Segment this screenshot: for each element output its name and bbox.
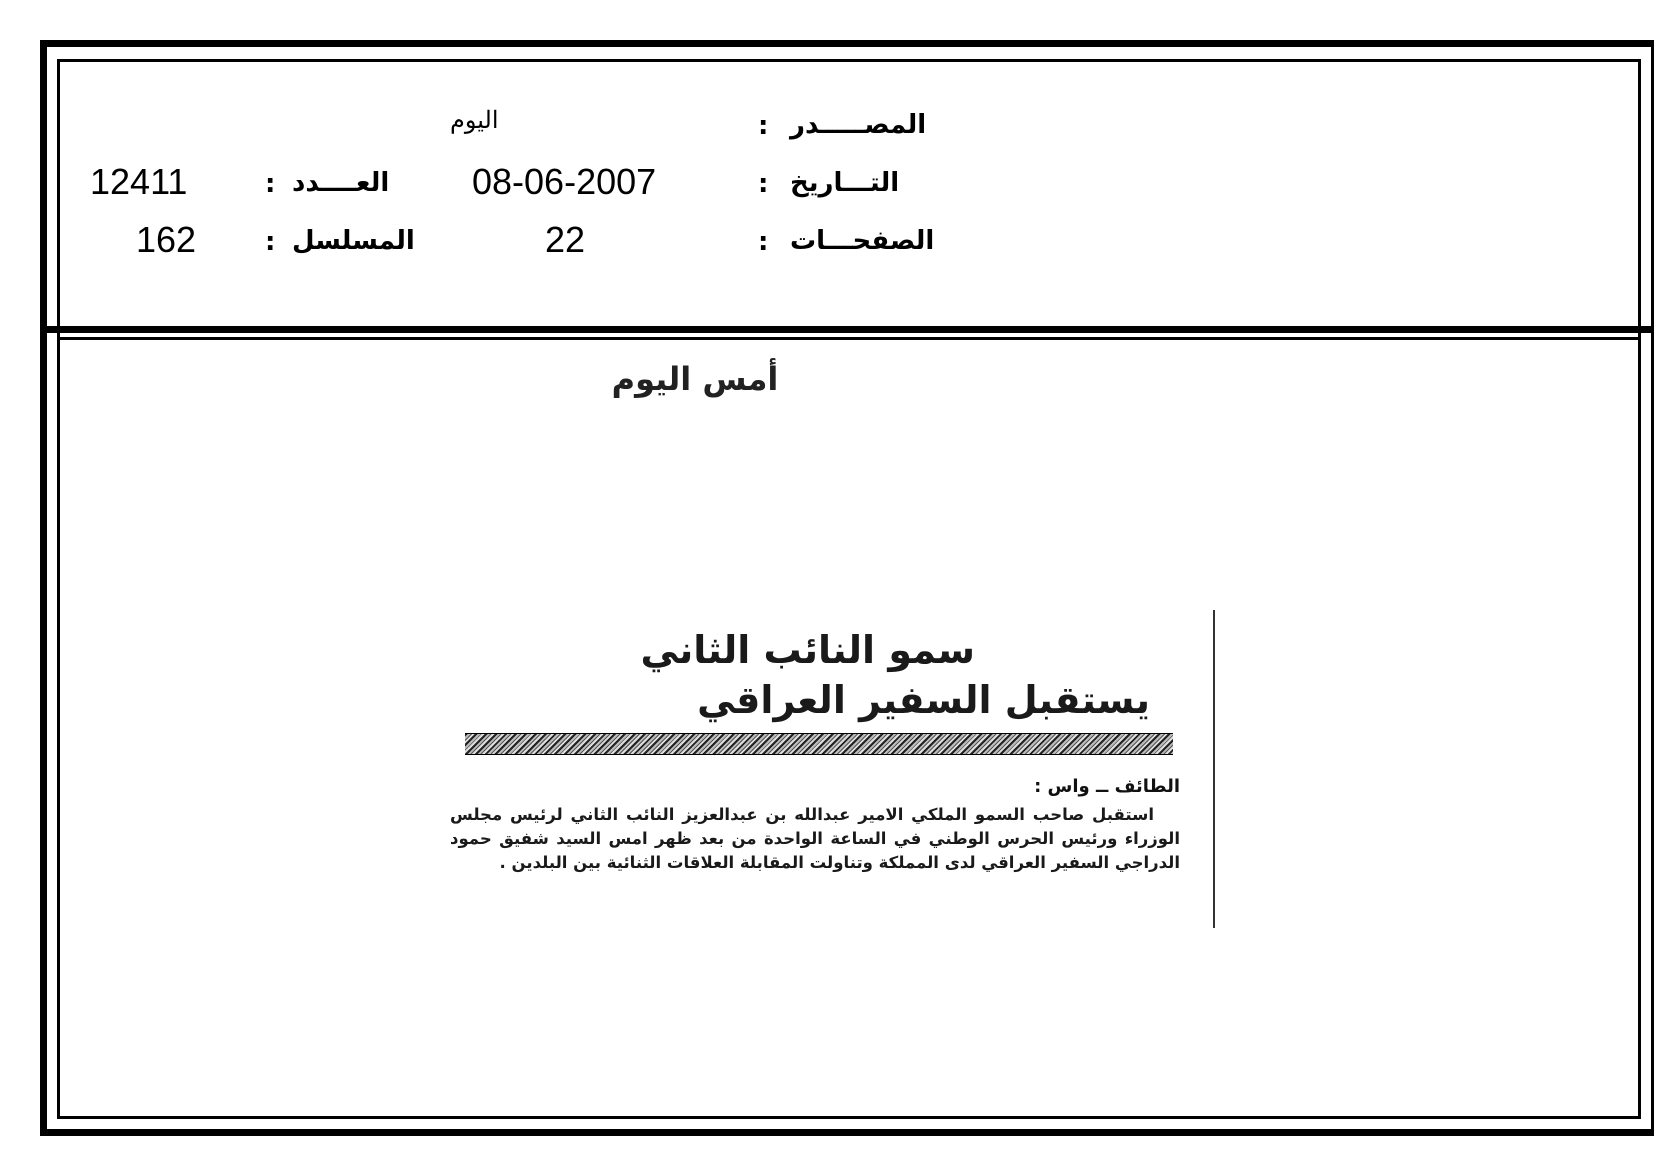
source-label: المصـــــدر xyxy=(790,110,927,140)
pages-colon: : xyxy=(758,227,769,257)
date-label: التـــاريخ xyxy=(790,168,900,198)
serial-colon: : xyxy=(265,227,276,257)
clipping-column-rule xyxy=(1213,610,1215,928)
article-body: استقبل صاحب السمو الملكي الامير عبدالله بن عبدالعزيز النائب الثاني لرئيس مجلس الوزراء ورئيس الحرس الوطني في الساعة الواحدة من بعد ظهر امس السيد شفيق حمود الدراجي السفير العراقي لدى المملكة وتناولت المقابلة العلاقات الثنائية بين البلدين . xyxy=(450,805,1180,872)
source-colon: : xyxy=(758,111,769,141)
issue-label: العــــدد xyxy=(292,168,390,198)
header-divider-inner xyxy=(57,337,1641,340)
issue-value: 12411 xyxy=(90,161,188,202)
source-value: اليوم xyxy=(450,106,499,134)
date-colon: : xyxy=(758,169,769,199)
pages-value: 22 xyxy=(545,219,586,260)
publication-title: أمس اليوم xyxy=(611,360,779,398)
date-value: 08-06-2007 xyxy=(472,161,657,202)
article-dateline: الطائف ــ واس : xyxy=(1034,776,1180,797)
news-clipping xyxy=(445,610,1215,930)
headline-hatched-rule xyxy=(465,733,1173,755)
inner-border xyxy=(57,59,1641,1119)
pages-label: الصفحـــات xyxy=(790,226,935,256)
header-divider xyxy=(40,326,1654,333)
serial-value: 162 xyxy=(136,219,197,260)
issue-colon: : xyxy=(265,169,276,199)
serial-label: المسلسل xyxy=(292,226,415,256)
headline-line-2: يستقبل السفير العراقي xyxy=(697,678,1150,722)
headline-line-1: سمو النائب الثاني xyxy=(640,628,975,672)
